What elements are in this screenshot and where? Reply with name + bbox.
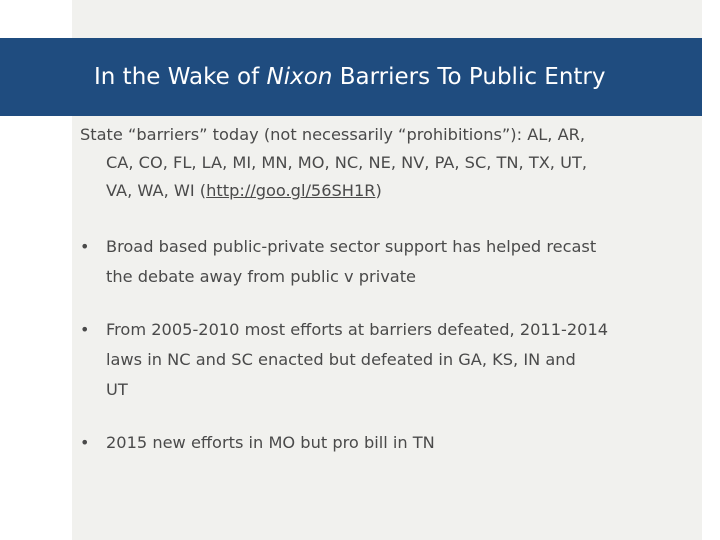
intro-paragraph [80,121,710,205]
slide-title [94,60,606,94]
bullet-item-1 [80,232,710,292]
bullet-dot-icon: • [80,237,90,256]
intro-line-1: State “barriers” today (not necessarily “prohibitions”): AL, AR, [80,125,586,144]
bullet-1-line-2: the debate away from public v private [106,267,417,286]
bullet-dot-icon: • [80,433,90,452]
bullet-2-line-3: UT [106,380,128,399]
intro-line-3-suffix: ) [375,181,382,200]
source-link[interactable]: http://goo.gl/56SH1R [206,181,376,200]
bullet-3-line-1: 2015 new efforts in MO but pro bill in TN [106,433,435,452]
intro-line-3 [80,177,710,205]
bullet-2-line-2: laws in NC and SC enacted but defeated in GA, KS, IN and [106,350,576,369]
title-part-1: In the Wake of [94,64,267,90]
intro-line-2: CA, CO, FL, LA, MI, MN, MO, NC, NE, NV, PA, SC, TN, TX, UT, [106,153,587,172]
intro-line-3-prefix: VA, WA, WI ( [106,181,207,200]
bullet-item-2 [80,315,710,405]
bullet-item-3 [80,428,710,458]
bullet-2-line-1: From 2005-2010 most efforts at barriers defeated, 2011-2014 [106,320,609,339]
bullet-dot-icon: • [80,320,90,339]
title-part-2: Barriers To Public Entry [332,64,606,90]
bullet-1-line-1: Broad based public-private sector support has helped recast [106,237,597,256]
title-italic: Nixon [266,64,333,90]
